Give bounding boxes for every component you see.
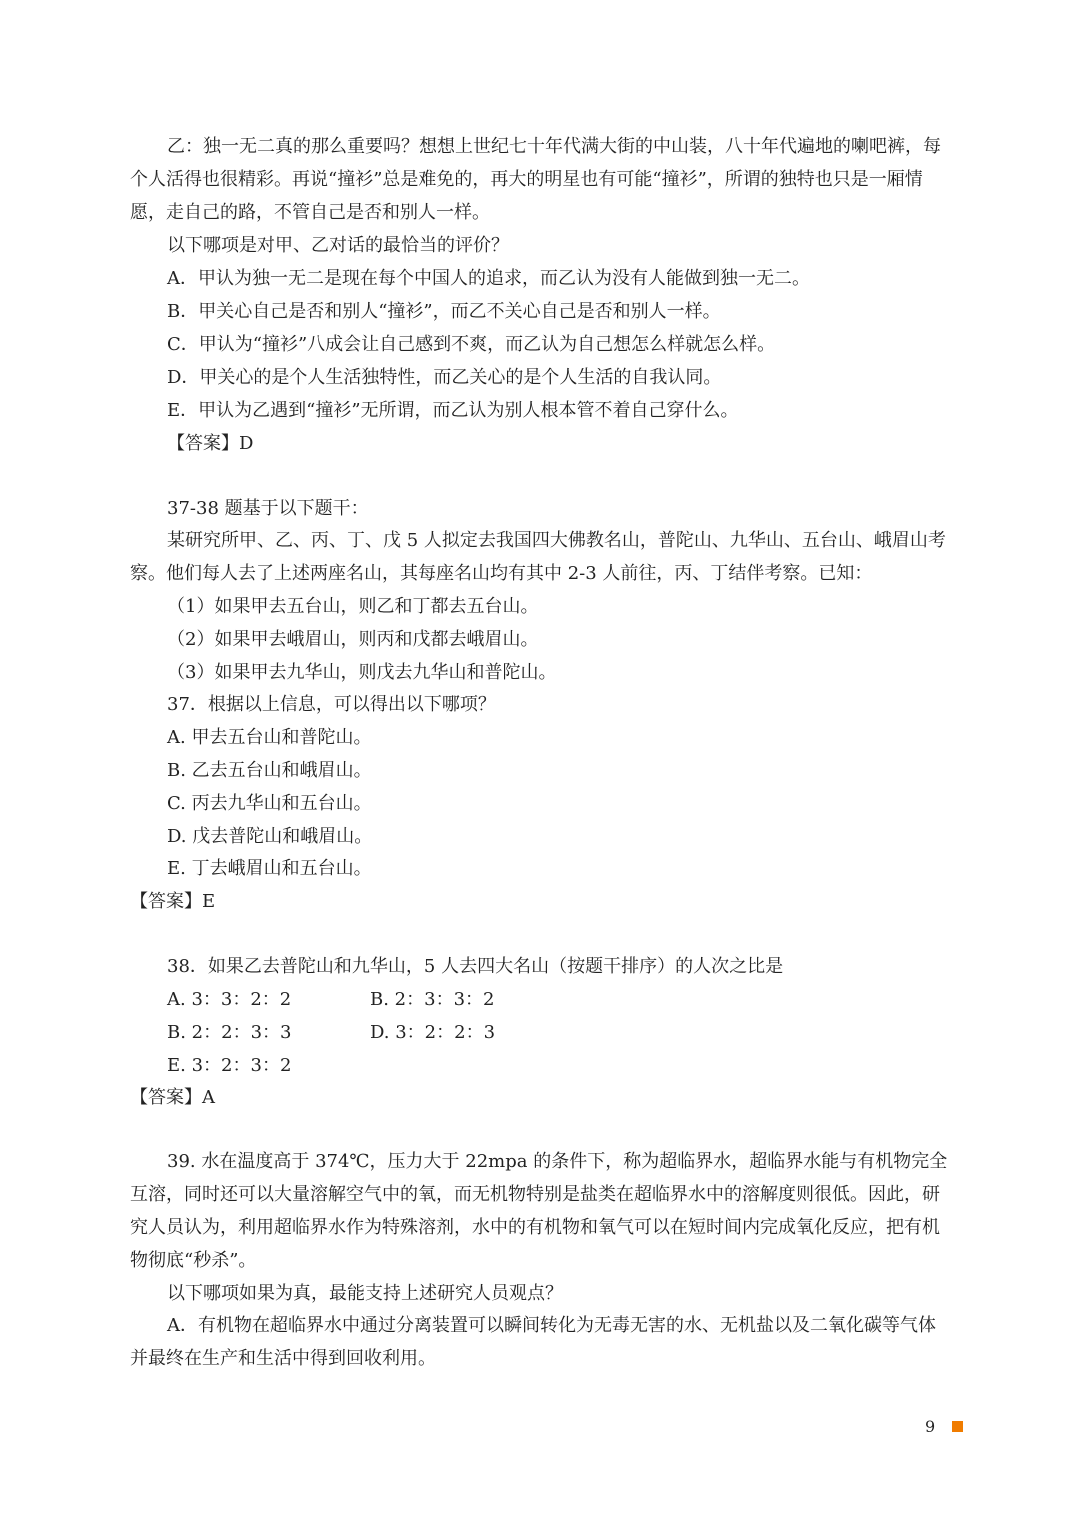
q36-option-a: A．甲认为独一无二是现在每个中国人的追求，而乙认为没有人能做到独一无二。 (167, 268, 810, 289)
orange-square-icon (952, 1421, 963, 1432)
q37-option-e: E. 丁去峨眉山和五台山。 (167, 858, 372, 879)
q37-question: 37．根据以上信息，可以得出以下哪项？ (167, 694, 496, 715)
q36-option-c: C．甲认为“撞衫”八成会让自己感到不爽，而乙认为自己想怎么样就怎么样。 (167, 334, 776, 355)
q3738-condition-1: （1）如果甲去五台山，则乙和丁都去五台山。 (167, 596, 539, 617)
q37-option-d: D. 戊去普陀山和峨眉山。 (167, 826, 373, 847)
q38-option-d: D. 3：2：2：3 (370, 1022, 496, 1043)
q3738-condition-3: （3）如果甲去九华山，则戊去九华山和普陀山。 (167, 662, 557, 683)
q36-option-d: D．甲关心的是个人生活独特性，而乙关心的是个人生活的自我认同。 (167, 367, 722, 388)
q3738-condition-2: （2）如果甲去峨眉山，则丙和戊都去峨眉山。 (167, 629, 539, 650)
q38-option-a: A. 3：3：2：2 (167, 989, 292, 1010)
q39-option-a: A．有机物在超临界水中通过分离装置可以瞬间转化为无毒无害的水、无机盐以及二氧化碳等气体并最终在生产和生活中得到回收利用。 (130, 1315, 936, 1369)
q37-option-a: A. 甲去五台山和普陀山。 (167, 727, 372, 748)
q36-answer: 【答案】D (167, 433, 254, 454)
q36-question: 以下哪项是对甲、乙对话的最恰当的评价？ (167, 235, 509, 256)
q37-option-b: B. 乙去五台山和峨眉山。 (167, 760, 372, 781)
q38-option-b-left: B. 2：2：3：3 (167, 1022, 292, 1043)
q38-option-e: E. 3：2：3：2 (167, 1055, 292, 1076)
q39-question: 以下哪项如果为真，最能支持上述研究人员观点？ (167, 1283, 563, 1304)
page-number: 9 (925, 1417, 936, 1436)
q36-option-e: E．甲认为乙遇到“撞衫”无所谓，而乙认为别人根本管不着自己穿什么。 (167, 400, 739, 421)
q39-stem: 39. 水在温度高于 374℃，压力大于 22mpa 的条件下，称为超临界水，超临界水能与有机物完全互溶，同时还可以大量溶解空气中的氧，而无机物特别是盐类在超临界水中的溶解度则很低。因此，研究人员认为，利用超临界水作为特殊溶剂，水中的有机物和氧气可以在短时间内完成氧化反应，把有机物彻底“秒杀”。 (130, 1151, 948, 1271)
q3738-stem: 某研究所甲、乙、丙、丁、戊 5 人拟定去我国四大佛教名山，普陀山、九华山、五台山、峨眉山考察。他们每人去了上述两座名山，其每座名山均有其中 2-3 人前往，丙、丁结伴考察。已知： (130, 530, 946, 584)
q36-option-b: B．甲关心自己是否和别人“撞衫”，而乙不关心自己是否和别人一样。 (167, 301, 721, 322)
q38-answer: 【答案】A (130, 1087, 215, 1108)
q37-answer: 【答案】E (130, 891, 216, 912)
q36-yi-paragraph: 乙：独一无二真的那么重要吗？想想上世纪七十年代满大街的中山装，八十年代遍地的喇吧裤，每个人活得也很精彩。再说“撞衫”总是难免的，再大的明星也有可能“撞衫”，所谓的独特也只是一厢情愿，走自己的路，不管自己是否和别人一样。 (130, 136, 941, 223)
q3738-intro: 37-38 题基于以下题干： (167, 498, 369, 519)
q37-option-c: C. 丙去九华山和五台山。 (167, 793, 372, 814)
q38-question: 38．如果乙去普陀山和九华山，5 人去四大名山（按题干排序）的人次之比是 (167, 956, 784, 977)
q38-option-b-right: B. 2：3：3：2 (370, 989, 495, 1010)
